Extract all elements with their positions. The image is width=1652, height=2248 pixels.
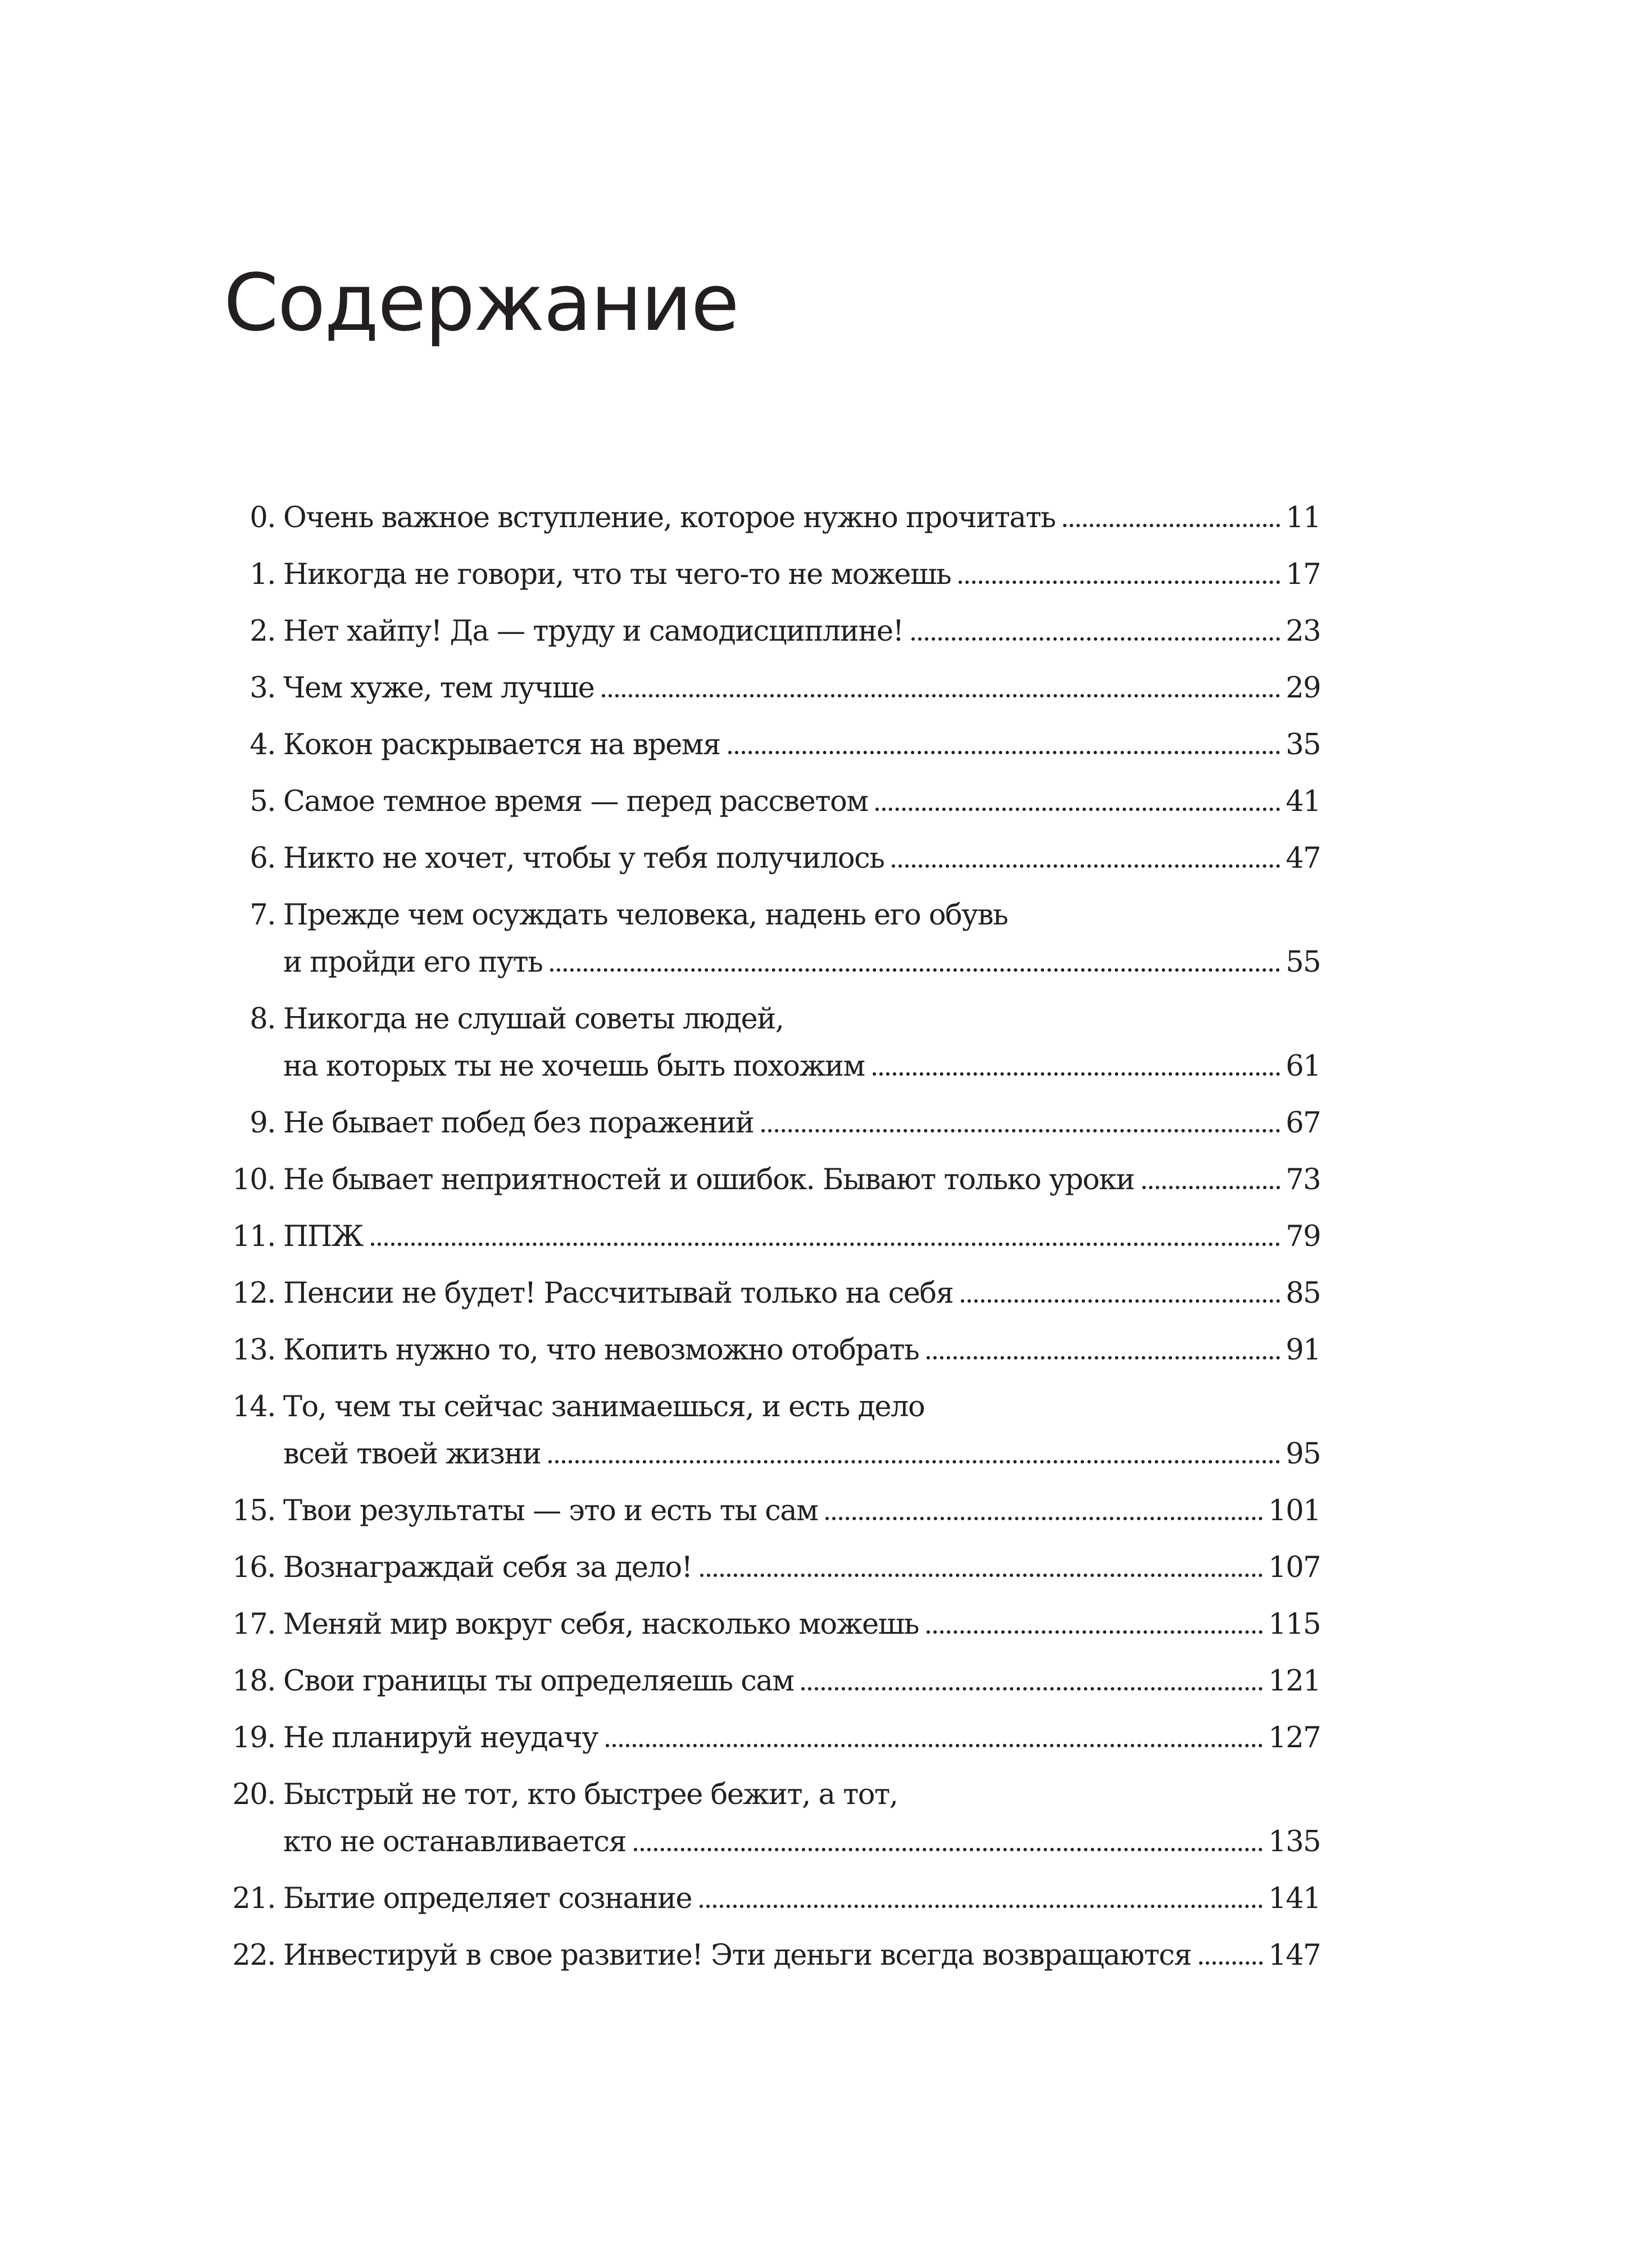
toc-entry [222,551,1320,599]
page-number: 135 [1268,1825,1320,1859]
chapter-title: Никогда не говори, что ты чего-то не можешь [283,558,951,591]
chapter-title-line [283,722,1320,769]
dot-leader [873,1072,1280,1076]
chapter-entry-body [283,835,1320,882]
chapter-title: кто не останавливается [283,1825,627,1859]
chapter-title-line [283,1327,1320,1374]
chapter-title-line [283,551,1320,599]
dot-leader [550,968,1280,972]
page-number: 55 [1286,946,1320,979]
chapter-title-line [283,1932,1320,1979]
chapter-title: Вознаграждай себя за дело! [283,1551,692,1584]
dot-leader [634,1848,1263,1851]
dot-leader [602,694,1280,697]
page-number: 11 [1286,501,1320,534]
dot-leader [700,1905,1263,1908]
chapter-title-line [283,1213,1320,1261]
chapter-title-line [283,1270,1320,1317]
chapter-number: 22. [232,1939,275,1972]
chapter-title: Бытие определяет сознание [283,1882,692,1915]
chapter-number: 13. [232,1334,275,1367]
chapter-number: 0. [249,501,275,534]
toc-entry [222,1601,1320,1648]
dot-leader [911,637,1281,641]
toc-entry [222,1213,1320,1261]
toc-entry [222,1270,1320,1317]
page-number: 127 [1268,1721,1320,1755]
chapter-entry-body [283,722,1320,769]
toc-entry [222,1875,1320,1923]
chapter-entry-body [283,608,1320,655]
chapter-entry-body [283,996,1320,1090]
chapter-title-line [283,778,1320,826]
page-number: 101 [1268,1494,1320,1528]
chapter-number: 1. [249,558,275,591]
toc-entry [222,1771,1320,1866]
chapter-number: 21. [232,1882,275,1915]
page-number: 121 [1268,1665,1320,1698]
page-number: 141 [1268,1882,1320,1915]
chapter-title: Копить нужно то, что невозможно отобрать [283,1334,919,1367]
chapter-title: Пенсии не будет! Рассчитывай только на себя [283,1277,954,1310]
toc-entry [222,1384,1320,1478]
page-number: 17 [1286,558,1320,591]
toc-entry [222,1544,1320,1592]
chapter-entry-body [283,1327,1320,1374]
chapter-title-line [283,665,1320,712]
chapter-number: 10. [232,1163,275,1196]
table-of-contents [222,495,1320,1989]
dot-leader [927,1630,1263,1634]
chapter-entry-body [283,1875,1320,1923]
chapter-number: 8. [249,1003,275,1036]
chapter-title-line [283,1431,1320,1478]
toc-entry [222,1932,1320,1979]
dot-leader [700,1574,1263,1577]
chapter-title-line [283,1043,1320,1090]
chapter-title-line [283,835,1320,882]
chapter-title: Никто не хочет, чтобы у тебя получилось [283,842,884,875]
page-number: 35 [1286,728,1320,762]
chapter-number: 17. [232,1608,275,1641]
chapter-entry-body [283,665,1320,712]
chapter-title-line [283,1488,1320,1535]
chapter-title-first-line: Никогда не слушай советы людей, [283,1003,784,1036]
chapter-title: всей твоей жизни [283,1438,541,1471]
toc-entry [222,608,1320,655]
chapter-number: 11. [232,1220,275,1253]
toc-entry [222,835,1320,882]
page-number: 41 [1286,785,1320,818]
toc-entry [222,1100,1320,1147]
chapter-title-first-line: Прежде чем осуждать человека, надень его обувь [283,899,1008,932]
toc-entry [222,722,1320,769]
page-number: 73 [1286,1163,1320,1196]
chapter-title: Твои результаты — это и есть ты сам [283,1494,818,1528]
chapter-entry-body [283,1100,1320,1147]
page-number: 47 [1286,842,1320,875]
chapter-title: Самое темное время — перед рассветом [283,785,868,818]
chapter-entry-body [283,1932,1320,1979]
dot-leader [1199,1961,1263,1965]
dot-leader [961,1299,1280,1303]
toc-entry [222,495,1320,542]
chapter-title: Меняй мир вокруг себя, насколько можешь [283,1608,919,1641]
page-number: 79 [1286,1220,1320,1253]
chapter-title-line [283,1544,1320,1592]
page-number: 95 [1286,1438,1320,1471]
chapter-number: 12. [232,1277,275,1310]
dot-leader [892,864,1280,868]
dot-leader [606,1744,1263,1747]
chapter-number: 3. [249,672,275,705]
chapter-title: Чем хуже, тем лучше [283,672,594,705]
chapter-number: 7. [249,899,275,932]
dot-leader [927,1356,1280,1359]
chapter-title-line [283,495,1320,542]
chapter-title: Очень важное вступление, которое нужно прочитать [283,501,1056,534]
chapter-entry-body [283,1544,1320,1592]
chapter-number: 9. [249,1107,275,1140]
chapter-number: 6. [249,842,275,875]
page-number: 23 [1286,615,1320,648]
page-number: 67 [1286,1107,1320,1140]
chapter-entry-body [283,892,1320,986]
chapter-title-line [283,608,1320,655]
chapter-entry-body [283,551,1320,599]
toc-entry [222,1488,1320,1535]
chapter-entry-body [283,1270,1320,1317]
dot-leader [371,1243,1280,1246]
page-number: 107 [1268,1551,1320,1584]
chapter-title: Не планируй неудачу [283,1721,598,1755]
toc-entry [222,1157,1320,1204]
chapter-title-line [283,1157,1320,1204]
chapter-number: 2. [249,615,275,648]
chapter-entry-body [283,1715,1320,1762]
chapter-title-line [283,939,1320,986]
toc-entry [222,665,1320,712]
dot-leader [801,1687,1263,1690]
page-number: 29 [1286,672,1320,705]
chapter-entry-body [283,1601,1320,1648]
chapter-entry-body [283,778,1320,826]
chapter-title-line [283,1658,1320,1705]
toc-entry [222,892,1320,986]
chapter-number: 16. [232,1551,275,1584]
toc-entry [222,996,1320,1090]
chapter-title: Свои границы ты определяешь сам [283,1665,794,1698]
chapter-title: ППЖ [283,1220,363,1253]
chapter-title-first-line: То, чем ты сейчас занимаешься, и есть дело [283,1390,925,1424]
chapter-number: 14. [232,1390,275,1424]
chapter-title-line [283,1819,1320,1866]
page-number: 61 [1286,1050,1320,1083]
chapter-entry-body [283,1488,1320,1535]
dot-leader [728,751,1280,754]
chapter-entry-body [283,1213,1320,1261]
chapter-number: 4. [249,728,275,762]
chapter-entry-body [283,495,1320,542]
page-number: 91 [1286,1334,1320,1367]
chapter-title-line [283,1715,1320,1762]
chapter-title: Инвестируй в свое развитие! Эти деньги всегда возвращаются [283,1939,1192,1972]
chapter-entry-body [283,1771,1320,1866]
chapter-number: 15. [232,1494,275,1528]
dot-leader [548,1460,1280,1463]
chapter-entry-body [283,1658,1320,1705]
dot-leader [1142,1186,1281,1189]
chapter-number: 18. [232,1665,275,1698]
toc-entry [222,778,1320,826]
chapter-number: 5. [249,785,275,818]
chapter-title: Не бывает неприятностей и ошибок. Бывают только уроки [283,1163,1134,1196]
page-title: Содержание [224,257,738,349]
dot-leader [959,581,1280,584]
chapter-title-line [283,1875,1320,1923]
toc-entry [222,1715,1320,1762]
chapter-title: Не бывает побед без поражений [283,1107,754,1140]
chapter-entry-body [283,1157,1320,1204]
toc-entry [222,1658,1320,1705]
chapter-title-line [283,1601,1320,1648]
page-number: 147 [1268,1939,1320,1972]
chapter-number: 20. [232,1778,275,1811]
chapter-number: 19. [232,1721,275,1755]
dot-leader [761,1129,1280,1132]
dot-leader [875,808,1280,811]
chapter-title-first-line: Быстрый не тот, кто быстрее бежит, а тот, [283,1778,898,1811]
chapter-title-line [283,1100,1320,1147]
chapter-title: и пройди его путь [283,946,543,979]
chapter-title: Нет хайпу! Да — труду и самодисциплине! [283,615,904,648]
dot-leader [1063,524,1280,527]
chapter-entry-body [283,1384,1320,1478]
page-number: 85 [1286,1277,1320,1310]
dot-leader [825,1517,1263,1520]
toc-entry [222,1327,1320,1374]
chapter-title: на которых ты не хочешь быть похожим [283,1050,865,1083]
chapter-title: Кокон раскрывается на время [283,728,720,762]
page-number: 115 [1268,1608,1320,1641]
